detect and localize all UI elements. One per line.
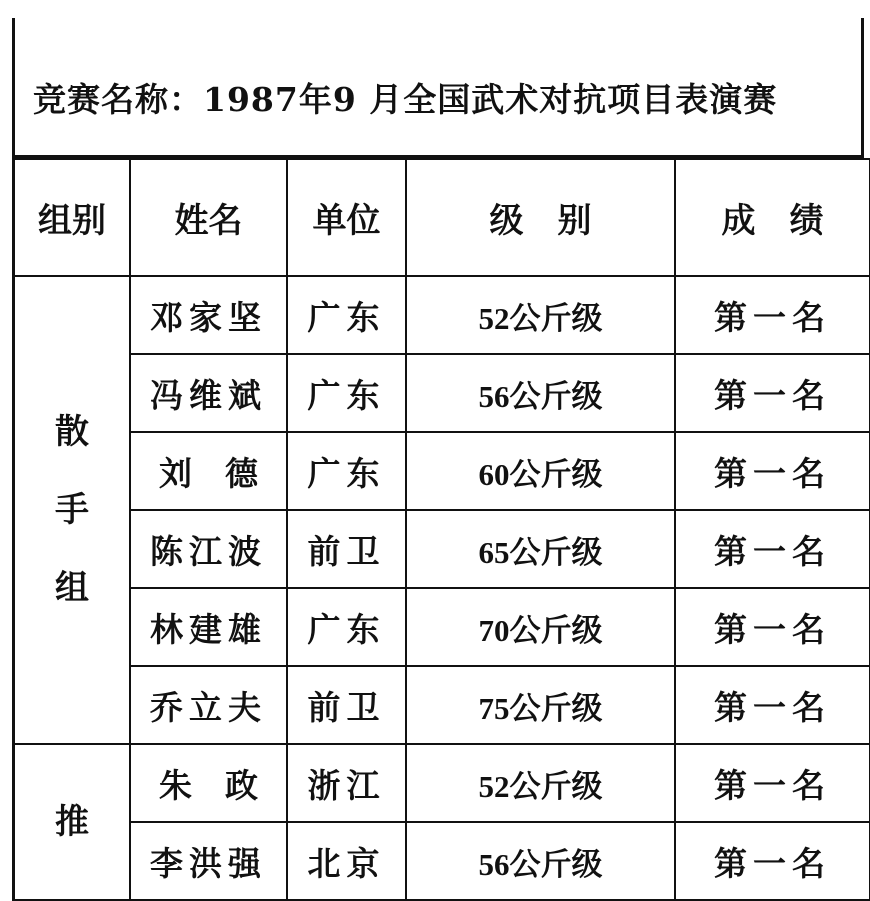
table-row bbox=[14, 510, 870, 588]
name-cell: 李洪强 bbox=[130, 822, 287, 900]
unit-cell: 广东 bbox=[287, 432, 406, 510]
result-cell: 第一名 bbox=[675, 276, 870, 354]
unit-cell: 前卫 bbox=[287, 510, 406, 588]
header-group: 组别 bbox=[14, 159, 131, 276]
competition-title: 竞赛名称：1987年9 月全国武术对抗项目表演赛 bbox=[33, 74, 777, 121]
level-cell: 70公斤级 bbox=[406, 588, 675, 666]
table-row bbox=[14, 588, 870, 666]
header-level: 级 别 bbox=[406, 159, 675, 276]
unit-cell: 浙江 bbox=[287, 744, 406, 822]
name-cell: 林建雄 bbox=[130, 588, 287, 666]
table-row bbox=[14, 666, 870, 744]
result-cell: 第一名 bbox=[675, 744, 870, 822]
competition-record-sheet bbox=[12, 8, 864, 898]
name-cell: 乔立夫 bbox=[130, 666, 287, 744]
group-label: 散 手 组 bbox=[55, 393, 89, 627]
table-row bbox=[14, 276, 870, 354]
level-cell: 75公斤级 bbox=[406, 666, 675, 744]
header-result: 成 绩 bbox=[675, 159, 870, 276]
level-cell: 56公斤级 bbox=[406, 354, 675, 432]
header-name: 姓名 bbox=[130, 159, 287, 276]
group-cell-tui bbox=[14, 744, 131, 900]
name-cell: 邓家坚 bbox=[130, 276, 287, 354]
result-cell: 第一名 bbox=[675, 354, 870, 432]
unit-cell: 北京 bbox=[287, 822, 406, 900]
level-cell: 56公斤级 bbox=[406, 822, 675, 900]
header-row bbox=[14, 159, 870, 276]
name-cell: 陈江波 bbox=[130, 510, 287, 588]
unit-cell: 广东 bbox=[287, 588, 406, 666]
table-row bbox=[14, 354, 870, 432]
title-row bbox=[12, 18, 864, 158]
name-cell: 冯维斌 bbox=[130, 354, 287, 432]
name-cell: 朱 政 bbox=[130, 744, 287, 822]
result-cell: 第一名 bbox=[675, 822, 870, 900]
table-row bbox=[14, 432, 870, 510]
level-cell: 65公斤级 bbox=[406, 510, 675, 588]
level-cell: 52公斤级 bbox=[406, 276, 675, 354]
table-row bbox=[14, 744, 870, 822]
result-cell: 第一名 bbox=[675, 432, 870, 510]
group-label: 推 bbox=[55, 783, 89, 861]
name-cell: 刘 德 bbox=[130, 432, 287, 510]
level-cell: 60公斤级 bbox=[406, 432, 675, 510]
level-cell: 52公斤级 bbox=[406, 744, 675, 822]
unit-cell: 广东 bbox=[287, 354, 406, 432]
results-table bbox=[12, 158, 870, 901]
result-cell: 第一名 bbox=[675, 510, 870, 588]
unit-cell: 广东 bbox=[287, 276, 406, 354]
header-unit: 单位 bbox=[287, 159, 406, 276]
result-cell: 第一名 bbox=[675, 666, 870, 744]
unit-cell: 前卫 bbox=[287, 666, 406, 744]
group-cell-sanshou bbox=[14, 276, 131, 744]
result-cell: 第一名 bbox=[675, 588, 870, 666]
table-row bbox=[14, 822, 870, 900]
